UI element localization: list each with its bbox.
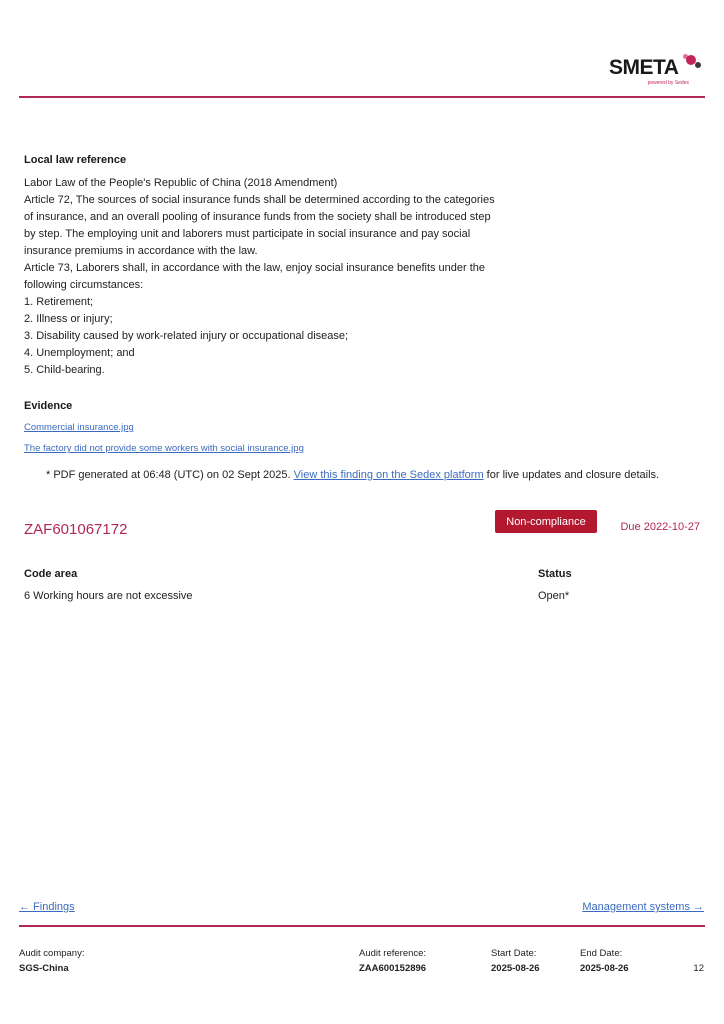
end-date-value: 2025-08-26 (580, 963, 629, 974)
badge-label: Non-compliance (506, 515, 586, 528)
law-line: 5. Child-bearing. (24, 364, 105, 376)
local-law-section (24, 154, 544, 379)
audit-company-label: Audit company: (19, 948, 85, 959)
evidence-heading: Evidence (24, 400, 73, 412)
prev-findings-link[interactable]: ← Findings (19, 901, 75, 913)
law-line: Article 72, The sources of social insurance funds shall be determined according to the categories (24, 194, 495, 206)
start-date-label: Start Date: (491, 948, 537, 959)
status-badge (495, 510, 597, 533)
footer-divider (19, 925, 705, 927)
evidence-link-social-insurance[interactable]: The factory did not provide some workers with social insurance.jpg (24, 443, 304, 454)
logo-wordmark: SMETA (609, 56, 679, 79)
code-area-label: Code area (24, 568, 78, 580)
audit-reference-value: ZAA600152896 (359, 963, 427, 974)
sedex-platform-link[interactable]: View this finding on the Sedex platform (293, 469, 484, 481)
start-date-value: 2025-08-26 (491, 963, 540, 974)
local-law-text (24, 175, 544, 379)
law-line: 2. Illness or injury; (24, 313, 113, 325)
law-line: 4. Unemployment; and (24, 347, 135, 359)
code-area-value: 6 Working hours are not excessive (24, 590, 193, 602)
law-line: by step. The employing unit and laborers must participate in social insurance and pay social (24, 228, 471, 240)
local-law-heading: Local law reference (24, 154, 127, 166)
law-line: Labor Law of the People's Republic of China (2018 Amendment) (24, 177, 338, 189)
status-value: Open* (538, 590, 570, 602)
law-line: Article 73, Laborers shall, in accordance with the law, enjoy social insurance benefits under the (24, 262, 486, 274)
audit-reference-label: Audit reference: (359, 948, 427, 959)
next-management-systems-link[interactable]: Management systems → (582, 901, 704, 913)
end-date-label: End Date: (580, 948, 623, 959)
status-label: Status (538, 568, 572, 580)
law-line: of insurance, and an overall pooling of insurance funds from the society shall be introduced step (24, 211, 491, 223)
pdf-note-suffix: for live updates and closure details. (483, 469, 660, 481)
page-header (19, 0, 705, 98)
law-line: 3. Disability caused by work-related injury or occupational disease; (24, 330, 349, 342)
law-line: following circumstances: (24, 279, 144, 291)
logo-tagline: powered by Sedex (647, 80, 689, 86)
page-number: 12 (693, 963, 704, 974)
evidence-link-commercial-insurance[interactable]: Commercial insurance.jpg (24, 422, 134, 433)
due-date: Due 2022-10-27 (620, 521, 700, 533)
evidence-section (24, 400, 424, 458)
pdf-note-prefix: * PDF generated at 06:48 (UTC) on 02 Sept 2025. (46, 469, 294, 481)
audit-company-value: SGS-China (19, 963, 69, 974)
law-line: insurance premiums in accordance with the law. (24, 245, 258, 257)
finding-id: ZAF601067172 (24, 521, 128, 538)
pdf-generated-note (46, 469, 659, 481)
law-line: 1. Retirement; (24, 296, 94, 308)
logo-dot-icon (695, 62, 701, 68)
smeta-logo (609, 54, 701, 88)
